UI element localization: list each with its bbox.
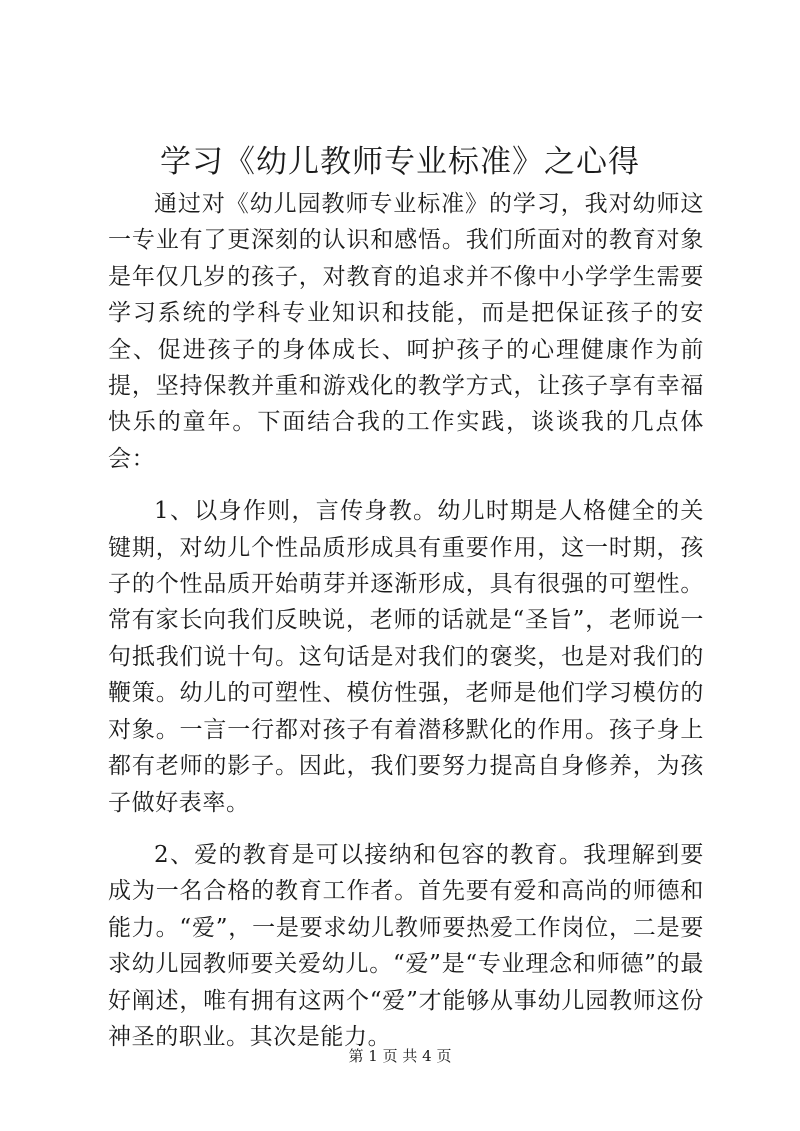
document-title: 学习《幼儿教师专业标准》之心得 [160,144,640,180]
document-body [108,186,704,1055]
page-footer: 第 1 页 共 4 页 [348,1047,452,1065]
paragraph-point-1: 1、以身作则，言传身教。幼儿时期是人格健全的关键期，对幼儿个性品质形成具有重要作用，这一时期，孩子的个性品质开始萌芽并逐渐形成，具有很强的可塑性。常有家长向我们反映说，老师的话就是“圣旨”，老师说一句抵我们说十句。这句话是对我们的褒奖，也是对我们的鞭策。幼儿的可塑性、模仿性强，老师是他们学习模仿的对象。一言一行都对孩子有着潜移默化的作用。孩子身上都有老师的影子。因此，我们要努力提高自身修养，为孩子做好表率。 [108,498,704,816]
paragraph-point-2: 2、爱的教育是可以接纳和包容的教育。我理解到要成为一名合格的教育工作者。首先要有爱和高尚的师德和能力。“爱”，一是要求幼儿教师要热爱工作岗位，二是要求幼儿园教师要关爱幼儿。“爱”是“专业理念和师德”的最好阐述，唯有拥有这两个“爱”才能够从事幼儿园教师这份神圣的职业。其次是能力。 [108,841,704,1050]
paragraph-intro: 通过对《幼儿园教师专业标准》的学习，我对幼师这一专业有了更深刻的认识和感悟。我们所面对的教育对象是年仅几岁的孩子，对教育的追求并不像中小学学生需要学习系统的学科专业知识和技能，而是把保证孩子的安全、促进孩子的身体成长、呵护孩子的心理健康作为前提，坚持保教并重和游戏化的教学方式，让孩子享有幸福快乐的童年。下面结合我的工作实践，谈谈我的几点体会： [108,191,704,472]
